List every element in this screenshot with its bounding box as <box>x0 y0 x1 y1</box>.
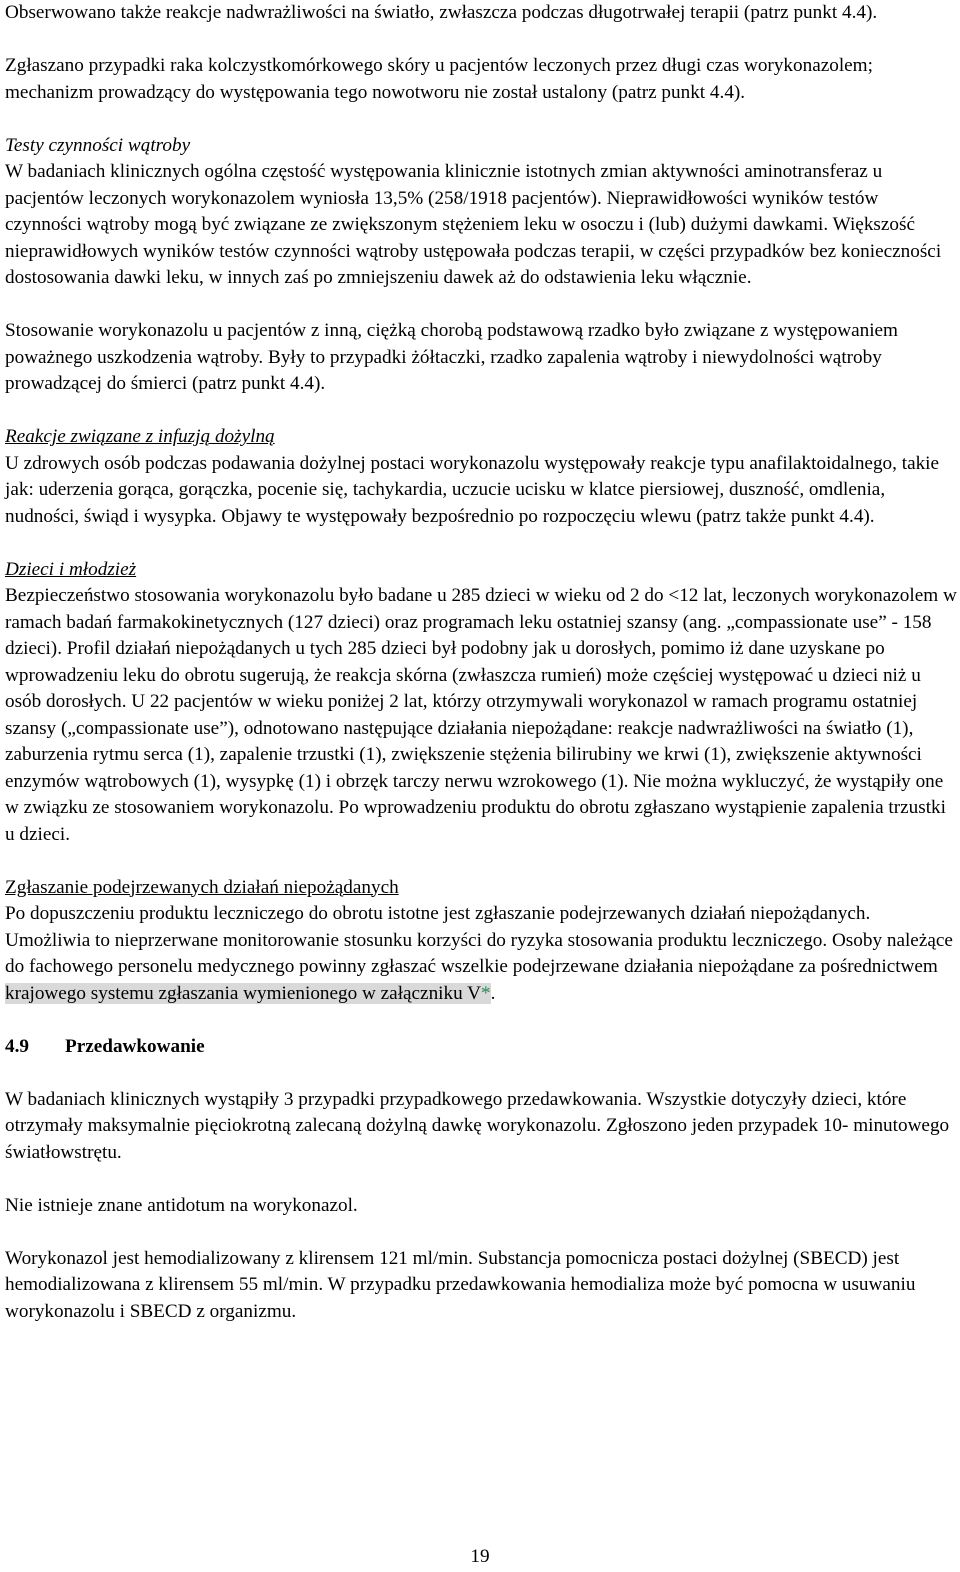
reporting-end: . <box>490 982 496 1004</box>
paragraph-children: Bezpieczeństwo stosowania worykonazolu było badane u 285 dzieci w wieku od 2 do <12 lat, leczonych worykonazolem w ramach badań farmakokinetycznych (127 dzieci) oraz programach leku ostatniej szansy (ang. „compassionate use” - 158 dzieci). Profil działań niepożądanych u tych 285 dzieci był podobny jak u dorosłych, pomimo iż dane uzyskane po wprowadzeniu leku do obrotu sugerują, że reakcja skórna (zwłaszcza rumień) może częściej występować u dzieci niż u osób dorosłych. U 22 pacjentów w wieku poniżej 2 lat, którzy otrzymywali worykonazol w ramach programu ostatniej szansy („compassionate use”), odnotowano następujące działania niepożądane: reakcje nadwrażliwości na światło (1), zaburzenia rytmu serca (1), zapalenie trzustki (1), zwiększenie stężenia bilirubiny we krwi (1), zwiększenie aktywności enzymów wątrobowych (1), wysypkę (1) i obrzęk tarczy nerwu wzrokowego (1). Nie można wykluczyć, że wystąpiły one w związku ze stosowaniem worykonazolu. Po wprowadzeniu produktu do obrotu zgłaszano wystąpienie zapalenia trzustki u dzieci. <box>5 585 957 845</box>
section-number: 4.9 <box>5 1035 29 1057</box>
paragraph-hemodialysis: Worykonazol jest hemodializowany z klirensem 121 ml/min. Substancja pomocnicza postaci dożylnej (SBECD) jest hemodializowana z klirensem 55 ml/min. W przypadku przedawkowania hemodializa może być pomocna w usuwaniu worykonazolu i SBECD z organizmu. <box>5 1247 916 1322</box>
paragraph-photosensitivity: Obserwowano także reakcje nadwrażliwości na światło, zwłaszcza podczas długotrwałej terapii (patrz punkt 4.4). <box>5 2 878 23</box>
paragraph-infusion-reactions: U zdrowych osób podczas podawania dożylnej postaci worykonazolu występowały reakcje typu anafilaktoidalnego, takie jak: uderzenia gorąca, gorączka, pocenie się, tachykardia, uczucie ucisku w klatce piersiowej, duszność, omdlenia, nudności, świąd i wysypka. Objawy te występowały bezpośrednio po rozpoczęciu wlewu (patrz także punkt 4.4). <box>5 452 940 527</box>
heading-liver-tests: Testy czynności wątroby <box>5 134 191 156</box>
page-number: 19 <box>470 1546 490 1567</box>
paragraph-liver-damage: Stosowanie worykonazolu u pacjentów z inną, ciężką chorobą podstawową rzadko było związane z występowaniem poważnego uszkodzenia wątroby. Były to przypadki żółtaczki, rzadko zapalenia wątroby i niewydolności wątroby prowadzącej do śmierci (patrz punkt 4.4). <box>5 320 898 394</box>
paragraph-overdose-cases: W badaniach klinicznych wystąpiły 3 przypadki przypadkowego przedawkowania. Wszystkie dotyczyły dzieci, które otrzymały maksymalnie pięciokrotną zalecaną dożylną dawkę worykonazolu. Zgłoszono jeden przypadek 10- minutowego światłowstrętu. <box>5 1088 950 1163</box>
heading-adverse-reporting: Zgłaszanie podejrzewanych działań niepożądanych <box>5 876 399 898</box>
section-heading-overdose <box>5 1034 957 1061</box>
heading-children: Dzieci i młodzież <box>5 558 137 580</box>
document-page <box>5 0 957 1325</box>
reporting-system-highlight <box>5 983 491 1004</box>
paragraph-antidote: Nie istnieje znane antidotum na worykonazol. <box>5 1194 358 1216</box>
section-title: Przedawkowanie <box>65 1035 205 1057</box>
heading-infusion-reactions: Reakcje związane z infuzją dożylną <box>5 426 275 447</box>
reporting-asterisk: * <box>481 982 491 1004</box>
reporting-system-link[interactable]: krajowego systemu zgłaszania wymienionego w załączniku V <box>5 982 481 1004</box>
paragraph-liver-tests: W badaniach klinicznych ogólna częstość występowania klinicznie istotnych zmian aktywności aminotransferaz u pacjentów leczonych worykonazolem wyniosła 13,5% (258/1918 pacjentów). Nieprawidłowości wyników testów czynności wątroby mogą być związane ze zwiększonym stężeniem leku w osoczu i (lub) dużymi dawkami. Większość nieprawidłowych wyników testów czynności wątroby ustępowała podczas terapii, w części przypadków bez konieczności dostosowania dawki leku, w innych zaś po zmniejszeniu dawek aż do odstawienia leku włącznie. <box>5 161 942 288</box>
paragraph-adverse-reporting <box>5 901 957 1007</box>
reporting-text: Po dopuszczeniu produktu leczniczego do obrotu istotne jest zgłaszanie podejrzewanych działań niepożądanych. Umożliwia to nieprzerwane monitorowanie stosunku korzyści do ryzyka stosowania produktu leczniczego. Osoby należące do fachowego personelu medycznego powinny zgłaszać wszelkie podejrzewane działania niepożądane za pośrednictwem <box>5 903 953 977</box>
paragraph-squamous-cell-carcinoma: Zgłaszano przypadki raka kolczystkomórkowego skóry u pacjentów leczonych przez długi czas worykonazolem; mechanizm prowadzący do występowania tego nowotworu nie został ustalony (patrz punkt 4.4). <box>5 55 873 103</box>
